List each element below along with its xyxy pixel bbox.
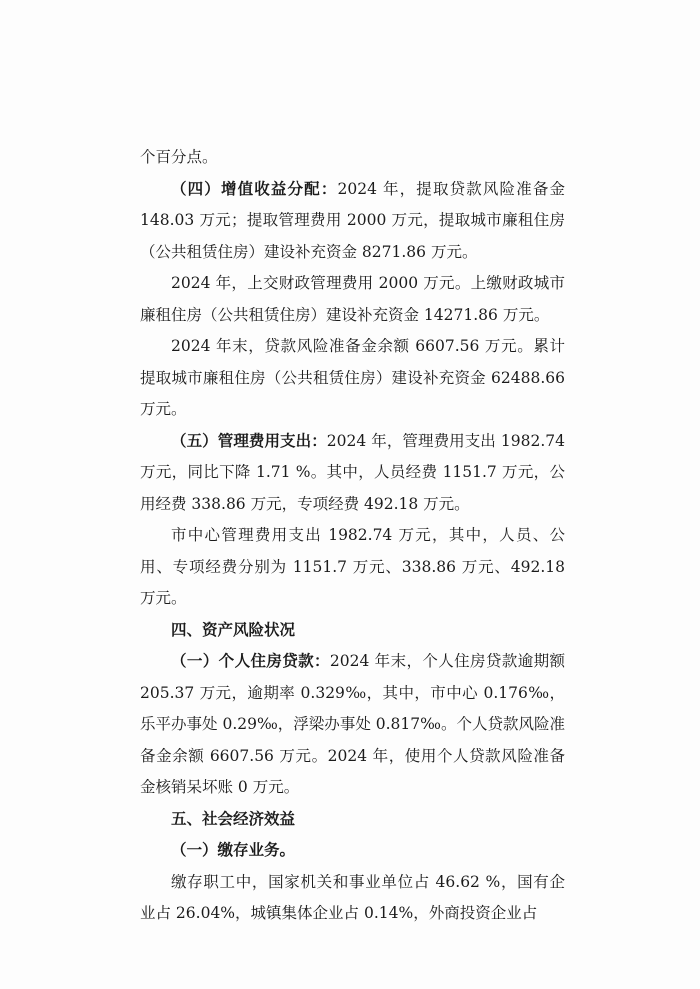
paragraph-management-expenses <box>140 426 565 521</box>
paragraph-text: 2024 年，提取贷款风险准备金 148.03 万元；提取管理费用 2000 万元，提取城市廉租住房（公共租赁住房）建设补充资金 8271.86 万元。 <box>140 179 565 261</box>
paragraph-text: 个百分点。 <box>140 148 218 166</box>
subheading-deposit-business: （一）缴存业务。 <box>171 841 296 859</box>
paragraph-depositor-composition <box>140 867 565 930</box>
section-label: （四）增值收益分配： <box>171 179 338 198</box>
paragraph-text: 2024 年末，个人住房贷款逾期额 205.37 万元，逾期率 0.329‰，其中，市中心 0.176‰， 乐平办事处 0.29‰，浮梁办事处 0.817‰。个人贷款风险准备金余额 6607.56 万元。2024 年，使用个人贷款风险准备金核销呆坏账 0 万元。 <box>140 652 565 796</box>
paragraph-continuation <box>140 142 565 174</box>
paragraph-text: 市中心管理费用支出 1982.74 万元，其中，人员、公用、专项经费分别为 1151.7 万元、338.86 万元、492.18 万元。 <box>140 526 565 607</box>
paragraph-text: 2024 年，上交财政管理费用 2000 万元。上缴财政城市廉租住房（公共租赁住房）建设补充资金 14271.86 万元。 <box>140 274 565 324</box>
paragraph-value-added-distribution <box>140 174 565 269</box>
heading-social-economic-benefits: 五、社会经济效益 <box>171 809 296 828</box>
paragraph-finance-remittance <box>140 268 565 331</box>
paragraph-risk-reserve-balance <box>140 331 565 426</box>
paragraph-text: 缴存职工中，国家机关和事业单位占 46.62 %，国有企业占 26.04%，城镇集体企业占 0.14%，外商投资企业占 <box>140 872 565 922</box>
paragraph-personal-loans <box>140 646 565 804</box>
document-body <box>140 142 565 930</box>
paragraph-center-expenses <box>140 520 565 615</box>
section-label: （五）管理费用支出： <box>171 431 327 450</box>
paragraph-text: 2024 年末，贷款风险准备金余额 6607.56 万元。累计提取城市廉租住房（公共租赁住房）建设补充资金 62488.66 万元。 <box>140 337 565 418</box>
section-label: （一）个人住房贷款： <box>171 652 330 670</box>
heading-asset-risk: 四、资产风险状况 <box>171 620 296 639</box>
paragraph-text: 2024 年，管理费用支出 1982.74 万元，同比下降 1.71 %。其中，人员经费 1151.7 万元，公用经费 338.86 万元，专项经费 492.18 万元。 <box>140 431 565 513</box>
